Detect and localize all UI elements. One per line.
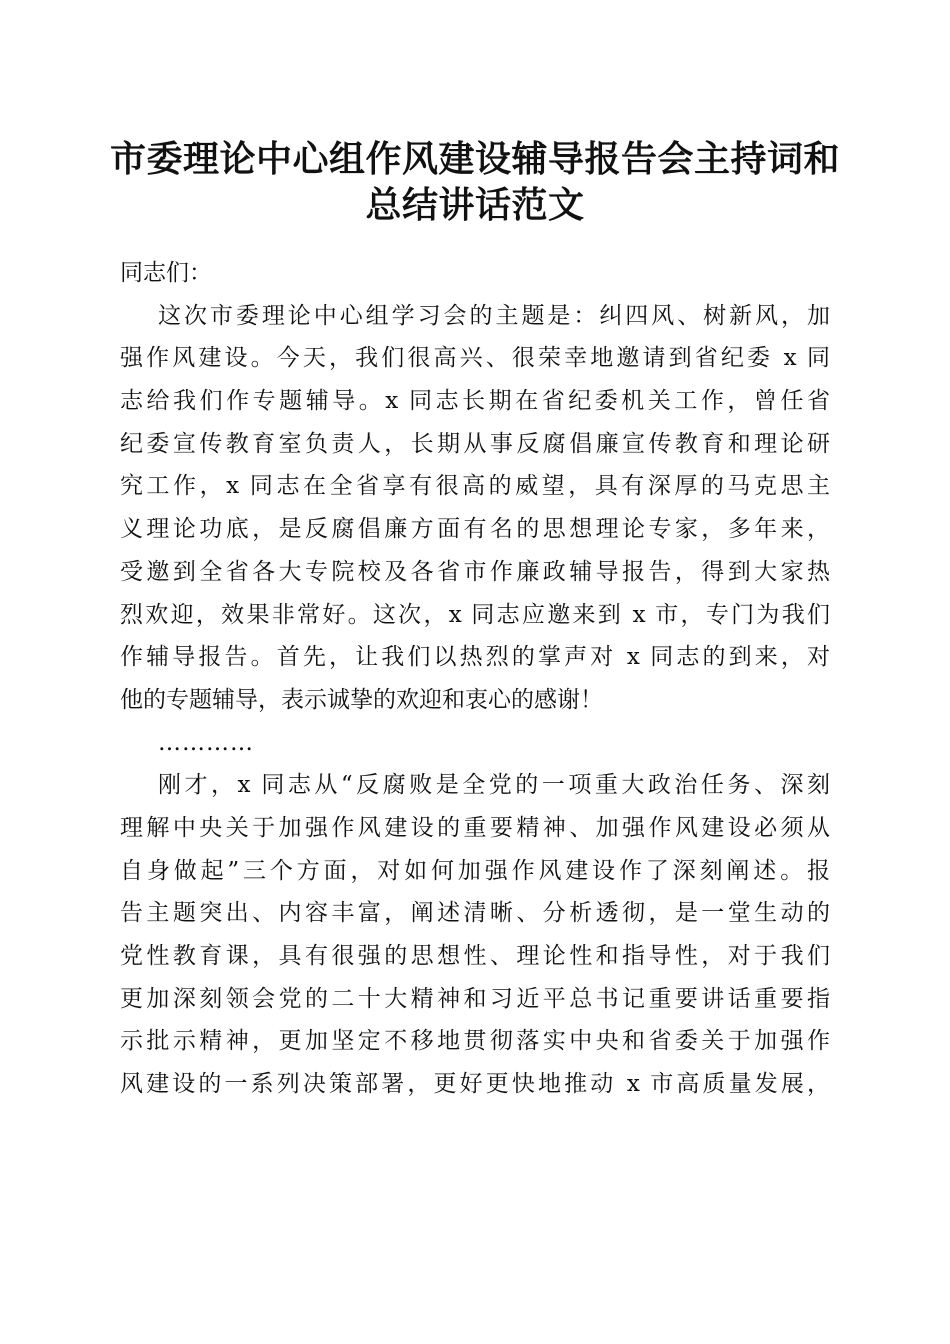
paragraph-1 bbox=[120, 295, 830, 722]
paragraph-1-line: 他的专题辅导，表示诚挚的欢迎和衷心的感谢！ bbox=[120, 686, 603, 713]
paragraph-2 bbox=[120, 764, 830, 1106]
title-line-1: 市委理论中心组作风建设辅导报告会主持词和 bbox=[109, 138, 840, 180]
paragraph-2-line: 更加深刻领会党的二十大精神和习近平总书记重要讲话重要指 bbox=[120, 985, 830, 1012]
paragraph-2-line: 风建设的一系列决策部署，更好更快地推动 x 市高质量发展， bbox=[120, 1071, 830, 1098]
paragraph-1-line: 志给我们作专题辅导。x 同志长期在省纪委机关工作，曾任省 bbox=[120, 388, 830, 415]
paragraph-1-line: 受邀到全省各大专院校及各省市作廉政辅导报告，得到大家热 bbox=[120, 558, 830, 585]
paragraph-2-line: 理解中央关于加强作风建设的重要精神、加强作风建设必须从 bbox=[120, 814, 830, 841]
ellipsis-separator: ………… bbox=[158, 729, 254, 756]
paragraph-1-line: 义理论功底，是反腐倡廉方面有名的思想理论专家，多年来， bbox=[120, 516, 830, 543]
paragraph-1-line: 纪委宣传教育室负责人，长期从事反腐倡廉宣传教育和理论研 bbox=[120, 430, 830, 457]
paragraph-1-line: 烈欢迎，效果非常好。这次，x 同志应邀来到 x 市，专门为我们 bbox=[120, 601, 830, 628]
title-line-2: 总结讲话范文 bbox=[365, 184, 585, 226]
document-title bbox=[100, 136, 850, 228]
paragraph-1-line: 这次市委理论中心组学习会的主题是：纠四风、树新风，加 bbox=[158, 302, 830, 329]
paragraph-2-line: 示批示精神，更加坚定不移地贯彻落实中央和省委关于加强作 bbox=[120, 1028, 830, 1055]
salutation: 同志们： bbox=[120, 260, 212, 286]
document-body bbox=[120, 252, 830, 1106]
paragraph-2-line: 告主题突出、内容丰富，阐述清晰、分析透彻，是一堂生动的 bbox=[120, 900, 830, 927]
paragraph-1-line: 究工作，x 同志在全省享有很高的威望，具有深厚的马克思主 bbox=[120, 473, 830, 500]
paragraph-1-line: 强作风建设。今天，我们很高兴、很荣幸地邀请到省纪委 x 同 bbox=[120, 345, 830, 372]
paragraph-2-line: 自身做起”三个方面，对如何加强作风建设作了深刻阐述。报 bbox=[120, 857, 830, 884]
paragraph-1-line: 作辅导报告。首先，让我们以热烈的掌声对 x 同志的到来，对 bbox=[120, 644, 830, 671]
paragraph-2-line: 党性教育课，具有很强的思想性、理论性和指导性，对于我们 bbox=[120, 943, 830, 969]
paragraph-2-line: 刚才，x 同志从“反腐败是全党的一项重大政治任务、深刻 bbox=[158, 772, 830, 799]
